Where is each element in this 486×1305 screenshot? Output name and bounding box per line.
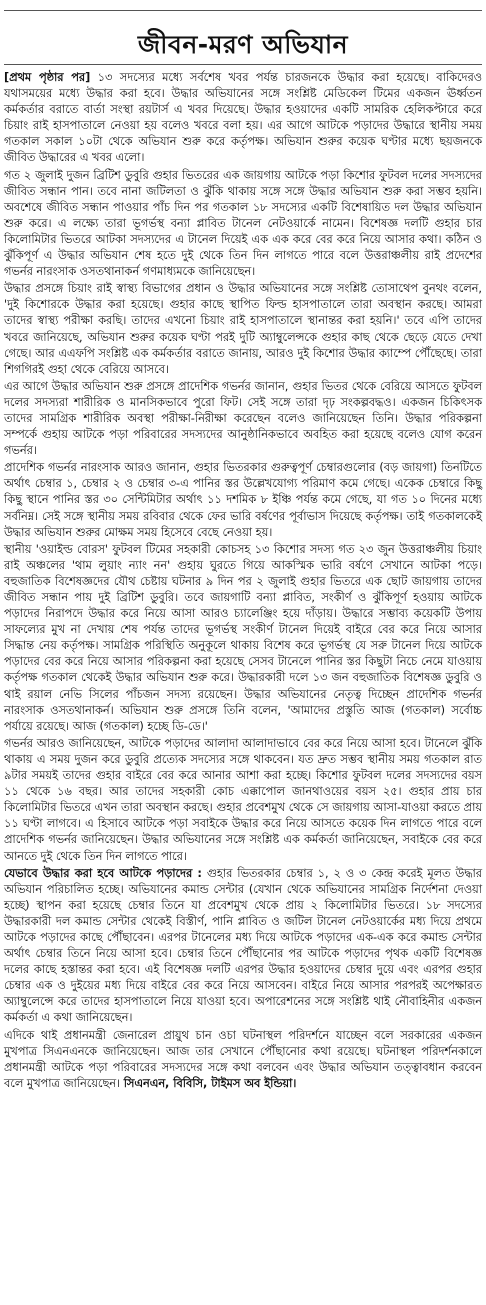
article-paragraph bbox=[4, 70, 482, 167]
source-credit: সিএনএন, বিবিসি, টাইমস অব ইন্ডিয়া। bbox=[123, 1076, 297, 1090]
paragraph-text: প্রাদেশিক গভর্নর নারংসাক আরও জানান, গুহার ভিতরকার গুরুত্বপূর্ণ চেম্বারগুলোর (বড় জায়গা) তিনটিতে অর্থাৎ চেম্বার ১, চেম্বার ২ ও চেম্বার ৩-এ পানির স্তর উল্লেখযোগ্য পরিমাণ কমে গেছে। একেক চেম্বারে কিছু কিছু স্থানে পানির স্তর ৩০ সেন্টিমিটার অর্থাৎ ১১ দশমিক ৮ ইঞ্চি পর্যন্ত কমে গেছে, যা গত ১০ দিনের মধ্যে সর্বনিম্ন। সেই সঙ্গে স্থানীয় সময় রবিবার থেকে ফের ভারি বর্ষণের পূর্বাভাস দিয়েছে কর্তৃপক্ষ। তাই গতকালকেই উদ্ধার অভিযান শুরুর মোক্ষম সময় হিসেবে বেছে নেওয়া হয়। bbox=[4, 461, 482, 539]
article-paragraph bbox=[4, 1028, 482, 1092]
subheading: যেভাবে উদ্ধার করা হবে আটকে পড়াদের : bbox=[4, 866, 202, 880]
paragraph-text: গুহার ভিতরকার চেম্বার ১, ২ ও ৩ কেন্দ্র করেই মূলত উদ্ধার অভিযান পরিচালিত হচ্ছে। অভিযানের কমান্ড সেন্টার (যেখান থেকে অভিযানের সামগ্রিক নির্দেশনা দেওয়া হচ্ছে) স্থাপন করা হয়েছে চেম্বার তিনে যা প্রবেশমুখ থেকে প্রায় ২ কিলোমিটার ভিতরে। ১৮ সদস্যের উদ্ধারকারী দল কমান্ড সেন্টার থেকেই বিস্তীর্ণ, পানি প্লাবিত ও জটিল টানেল নেটওয়ার্কের মধ্য দিয়ে প্রথমে আটকে পড়াদের কাছে পৌঁছাবেন। এরপর টানেলের মধ্য দিয়ে আটকে পড়াদের এক-এক করে কমান্ড সেন্টার অর্থাৎ চেম্বার তিনে নিয়ে আসা হবে। চেম্বার তিনে পৌঁছানোর পর আটকে পড়াদের পৃথক একটি বিশেষজ্ঞ দলের কাছে হস্তান্তর করা হবে। এই বিশেষজ্ঞ দলটি এরপর উদ্ধার হওয়াদের চেম্বার দুয়ে এবং এরপর গুহার চেম্বার এক ও দুইয়ের মধ্য দিয়ে বাইরে বের করে নিয়ে আসবেন। বাইরে নিয়ে আসার পরপরই অপেক্ষারত অ্যাম্বুলেন্সে করে তাদের হাসপাতালে নিয়ে যাওয়া হবে। অপারেশনের সঙ্গে সংশ্লিষ্ট থাই নৌবাহিনীর একজন কর্মকর্তা এ কথা জানিয়েছেন। bbox=[4, 866, 483, 1025]
paragraph-text: গত ২ জুলাই দুজন ব্রিটিশ ডুবুরি গুহার ভিতরের এক জায়গায় আটকে পড়া কিশোর ফুটবল দলের সদস্যদের জীবিত সন্ধান পান। তবে নানা জটিলতা ও ঝুঁকি থাকায় সঙ্গে সঙ্গে উদ্ধার অভিযান শুরু করা সম্ভব হয়নি। অবশেষে জীবিত সন্ধান পাওয়ার পাঁচ দিন পর গতকাল ১৮ সদস্যের একটি বিশেষায়িত দল উদ্ধার অভিযান শুরু করে। এ লক্ষ্যে তারা ভূগর্ভস্থ বন্যা প্লাবিত টানেল নেটওয়ার্কে নামেন। বিশেষজ্ঞ দলটি গুহার চার কিলোমিটার ভিতরে আটকা সদস্যদের এ টানেল দিয়েই এক এক করে বের করে নিয়ে আসার কথা। কঠিন ও ঝুঁকিপূর্ণ এ উদ্ধার অভিযান শেষ হতে দুই থেকে তিন দিন লাগতে পারে বলে উত্তরাঞ্চলীয় রাই প্রদেশের গভর্নর নারংসাক ওসতথানাকর্ন গণমাধ্যমকে জানিয়েছেন। bbox=[4, 168, 482, 279]
top-rule bbox=[4, 10, 482, 11]
paragraph-text: স্থানীয় 'ওয়াইল্ড বোরস' ফুটবল টিমের সহকারী কোচসহ ১৩ কিশোর সদস্য গত ২৩ জুন উত্তরাঞ্চলীয় চিয়াং রাই অঞ্চলের 'থাম লুয়াং ন্যাং নন' গুহায় ঘুরতে গিয়ে আকস্মিক ভারি বর্ষণে সেখানে আটকা পড়ে। বহুজাতিক বিশেষজ্ঞদের যৌথ চেষ্টায় ঘটনার ৯ দিন পর ২ জুলাই গুহার ভিতরে এক ছোট জায়গায় তাদের জীবিত সন্ধান পায় দুই ব্রিটিশ ডুবুরি। তবে জায়গাটি বন্যা প্লাবিত, সংকীর্ণ ও ঝুঁকিপূর্ণ হওয়ায় আটকে পড়াদের নিরাপদে উদ্ধার করে নিয়ে আসা আরও চ্যালেঞ্জিং হয়ে দাঁড়ায়। উদ্ধারে সম্ভাব্য কয়েকটি উপায় সাফল্যের মুখ না দেখায় শেষ পর্যন্ত তাদের ভূগর্ভস্থ সংকীর্ণ টানেল দিয়েই বাইরে বের করে নিয়ে আসার সিদ্ধান্ত নেয় কর্তৃপক্ষ। সামগ্রিক পরিস্থিতি অনুকূলে থাকায় বিশেষ করে ভূগর্ভস্থ যে সরু টানেল দিয়ে আটকে পড়াদের বের করে নিয়ে আসার পরিকল্পনা করা হয়েছে সেসব টানেলে পানির স্তর কিছুটা নিচে নেমে যাওয়ায় কর্তৃপক্ষ গতকাল থেকেই উদ্ধার অভিযান শুরু করে। উদ্ধারকারী দলে ১৩ জন বহুজাতিক বিশেষজ্ঞ ডুবুরি ও থাই রয়াল নেভি সিলের পাঁচজন সদস্য রয়েছেন। উদ্ধার অভিযানের নেতৃত্ব দিচ্ছেন প্রাদেশিক গভর্নর নারংসাক ওসতথানাকর্ন। অভিযান শুরু প্রসঙ্গে তিনি বলেন, 'আমাদের প্রস্তুতি আজ (গতকাল) সর্বোচ্চ পর্যায়ে রয়েছে। আজ (গতকাল) হচ্ছে ডি-ডে।' bbox=[4, 542, 482, 733]
continuation-label: [প্রথম পৃষ্ঠার পর] bbox=[4, 71, 91, 84]
paragraph-text: ১৩ সদস্যের মধ্যে সর্বশেষ খবর পর্যন্ত চারজনকে উদ্ধার করা হয়েছে। বাকিদেরও যথাসময়ের মধ্যে উদ্ধার করা হবে। উদ্ধার অভিযানের সঙ্গে সংশ্লিষ্ট মেডিকেল টিমের একজন ঊর্ধ্বতন কর্মকর্তার বরাতে বার্তা সংস্থা রয়টার্স এ খবর দিয়েছে। উদ্ধার হওয়াদের একটি সামরিক হেলিকপ্টারে করে চিয়াং রাই হাসপাতালে নেওয়া হয় বলেও খবরে বলা হয়। এর আগে আটকে পড়াদের উদ্ধারে স্থানীয় সময় গতকাল সকাল ১০টা থেকে অভিযান শুরু করে কর্তৃপক্ষ। অভিযান শুরুর কয়েক ঘণ্টার মধ্যে ছয়জনকে জীবিত উদ্ধারের এ খবর এলো। bbox=[4, 71, 482, 165]
article-paragraph bbox=[4, 379, 482, 459]
article-paragraph bbox=[4, 736, 482, 865]
article-paragraph bbox=[4, 542, 482, 735]
paragraph-text: এদিকে থাই প্রধানমন্ত্রী জেনারেল প্রায়ুথ চান ওচা ঘটনাস্থল পরিদর্শনে যাচ্ছেন বলে সরকারের একজন মুখপাত্র সিএনএনকে জানিয়েছেন। আজ তার সেখানে পৌঁছানোর কথা রয়েছে। ঘটনাস্থল পরিদর্শনকালে প্রধানমন্ত্রী আটকে পড়া পরিবারের সদস্যদের সঙ্গে কথা বলবেন এবং উদ্ধার অভিযান তত্ত্বাবধান করবেন বলে মুখপাত্র জানিয়েছেন। bbox=[4, 1028, 482, 1090]
article-paragraph bbox=[4, 866, 482, 1027]
article-paragraph bbox=[4, 281, 482, 378]
headline: জীবন-মরণ অভিযান bbox=[137, 30, 349, 59]
article-body bbox=[4, 70, 482, 1093]
article-paragraph bbox=[4, 168, 482, 281]
paragraph-text: উদ্ধার প্রসঙ্গে চিয়াং রাই স্বাস্থ্য বিভাগের প্রধান ও উদ্ধার অভিযানের সঙ্গে সংশ্লিষ্ট তোসাথেপ বুনথং বলেন, 'দুই কিশোরকে উদ্ধার করা হয়েছে। গুহার কাছে স্থাপিত ফিল্ড হাসপাতালে তারা অবস্থান করছে। আমরা তাদের স্বাস্থ্য পরীক্ষা করছি। তাদের এখনো চিয়াং রাই হাসপাতালে স্থানান্তর করা হয়নি।' তবে এপি তাদের খবরে জানিয়েছে, অভিযান শুরুর কয়েক ঘণ্টা পরই দুটি অ্যাম্বুলেন্সকে গুহার কাছ থেকে ছেড়ে যেতে দেখা গেছে। আর এএফপি সংশ্লিষ্ট এক কর্মকর্তার বরাতে জানায়, আরও দুই কিশোর উদ্ধার ক্যাম্পে পৌঁছেছে। তারা শিগগিরই গুহা থেকে বেরিয়ে আসবে। bbox=[4, 282, 482, 376]
headline-rule bbox=[4, 64, 482, 65]
paragraph-text: গভর্নর আরও জানিয়েছেন, আটকে পড়াদের আলাদা আলাদাভাবে বের করে নিয়ে আসা হবে। টানেলে ঝুঁকি থাকায় এ সময় দুজন করে ডুবুরি প্রত্যেক সদস্যের সঙ্গে থাকবেন। যত দ্রুত সম্ভব স্থানীয় সময় গতকাল রাত ৯টার সময়ই তাদের গুহার বাইরে বের করে আনার আশা করা হচ্ছে। কিশোর ফুটবল দলের সদস্যদের বয়স ১১ থেকে ১৬ বছর। আর তাদের সহকারী কোচ এক্কাপোল জানথাওয়ের বয়স ২৫। গুহার প্রায় চার কিলোমিটার ভিতরে এখন তারা অবস্থান করছে। গুহার প্রবেশমুখ থেকে সে জায়গায় আসা-যাওয়া করতে প্রায় ১১ ঘণ্টা লাগবে। এ হিসাবে আটকে পড়া সবাইকে উদ্ধার করে নিয়ে আসতে কয়েক দিন লাগতে পারে বলে প্রাদেশিক গভর্নর জানিয়েছেন। উদ্ধার অভিযানের সঙ্গে সংশ্লিষ্ট এক কর্মকর্তা জানিয়েছেন, সবাইকে বের করে আনতে দুই থেকে তিন দিন লাগতে পারে। bbox=[4, 736, 482, 863]
paragraph-text: এর আগে উদ্ধার অভিযান শুরু প্রসঙ্গে প্রাদেশিক গভর্নর জানান, গুহার ভিতর থেকে বেরিয়ে আসতে ফুটবল দলের সদস্যরা শারীরিক ও মানসিকভাবে পুরো ফিট। সেই সঙ্গে তারা দৃঢ় সংকল্পবদ্ধও। একজন চিকিৎসক তাদের সামগ্রিক শারীরিক অবস্থা পরীক্ষা-নিরীক্ষা করেছেন বলেও জানিয়েছেন তিনি। উদ্ধার পরিকল্পনা সম্পর্কে গুহায় আটকে পড়া পরিবারের সদস্যদের আনুষ্ঠানিকভাবে অবহিত করা হয়েছে বলেও যোগ করেন গভর্নর। bbox=[4, 379, 482, 458]
article-paragraph bbox=[4, 460, 482, 540]
